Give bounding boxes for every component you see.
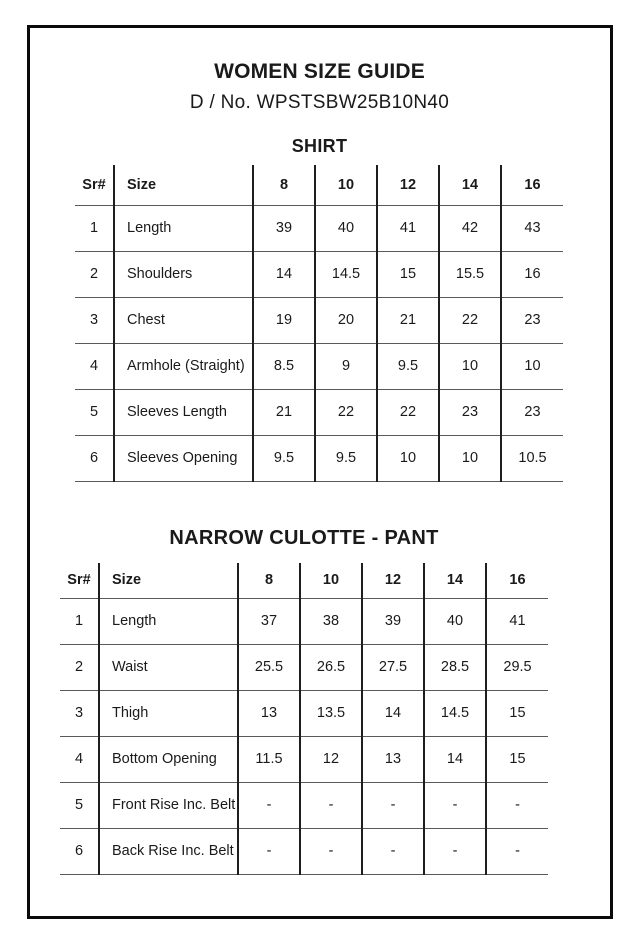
- section-title-pant: NARROW CULOTTE - PANT: [169, 527, 439, 549]
- measurement-value-cell: 26.5: [300, 644, 362, 690]
- row-number-cell: 5: [60, 782, 99, 828]
- column-header: 10: [300, 563, 362, 598]
- page-title: WOMEN SIZE GUIDE: [214, 60, 425, 83]
- measurement-value-cell: 10.5: [501, 435, 563, 481]
- measurement-name-cell: Waist: [99, 644, 238, 690]
- measurement-value-cell: -: [300, 828, 362, 874]
- design-number: D / No. WPSTSBW25B10N40: [189, 92, 450, 113]
- measurement-value-cell: 16: [501, 251, 563, 297]
- measurement-value-cell: 39: [362, 598, 424, 644]
- table-row: [75, 205, 563, 251]
- row-number-cell: 1: [60, 598, 99, 644]
- measurement-value-cell: 14: [253, 251, 315, 297]
- measurement-value-cell: 23: [501, 389, 563, 435]
- measurement-value-cell: 27.5: [362, 644, 424, 690]
- measurement-value-cell: 9.5: [377, 343, 439, 389]
- section-title-shirt: SHIRT: [291, 136, 348, 156]
- header-row: [60, 563, 548, 598]
- row-number-cell: 3: [60, 690, 99, 736]
- measurement-value-cell: 22: [315, 389, 377, 435]
- measurement-value-cell: -: [362, 782, 424, 828]
- table-row: [60, 736, 548, 782]
- measurement-value-cell: 42: [439, 205, 501, 251]
- measurement-value-cell: 19: [253, 297, 315, 343]
- column-header: 8: [253, 165, 315, 205]
- header-row: [75, 165, 563, 205]
- measurement-value-cell: -: [300, 782, 362, 828]
- measurement-value-cell: -: [424, 828, 486, 874]
- table-row: [60, 690, 548, 736]
- measurement-value-cell: 39: [253, 205, 315, 251]
- column-header: Sr#: [60, 563, 99, 598]
- measurement-value-cell: 13: [238, 690, 300, 736]
- measurement-value-cell: 10: [501, 343, 563, 389]
- table-row: [60, 598, 548, 644]
- row-number-cell: 2: [75, 251, 114, 297]
- measurement-value-cell: 28.5: [424, 644, 486, 690]
- measurement-value-cell: 15: [377, 251, 439, 297]
- measurement-value-cell: 14.5: [424, 690, 486, 736]
- table-row: [60, 644, 548, 690]
- measurement-value-cell: 21: [253, 389, 315, 435]
- column-header: 16: [486, 563, 548, 598]
- row-number-cell: 5: [75, 389, 114, 435]
- table-row: [75, 251, 563, 297]
- row-number-cell: 2: [60, 644, 99, 690]
- measurement-value-cell: -: [486, 828, 548, 874]
- measurement-name-cell: Length: [114, 205, 253, 251]
- measurement-value-cell: 22: [377, 389, 439, 435]
- column-header: 12: [362, 563, 424, 598]
- measurement-value-cell: 21: [377, 297, 439, 343]
- table-row: [60, 782, 548, 828]
- measurement-value-cell: 20: [315, 297, 377, 343]
- column-header: 16: [501, 165, 563, 205]
- measurement-value-cell: 14.5: [315, 251, 377, 297]
- measurement-value-cell: 13: [362, 736, 424, 782]
- measurement-name-cell: Armhole (Straight): [114, 343, 253, 389]
- measurement-value-cell: 43: [501, 205, 563, 251]
- measurement-value-cell: 9.5: [315, 435, 377, 481]
- measurement-value-cell: 23: [501, 297, 563, 343]
- measurement-value-cell: 40: [315, 205, 377, 251]
- measurement-value-cell: 37: [238, 598, 300, 644]
- measurement-name-cell: Sleeves Length: [114, 389, 253, 435]
- measurement-value-cell: 9: [315, 343, 377, 389]
- measurement-value-cell: 38: [300, 598, 362, 644]
- measurement-name-cell: Thigh: [99, 690, 238, 736]
- measurement-value-cell: -: [424, 782, 486, 828]
- measurement-value-cell: -: [486, 782, 548, 828]
- measurement-value-cell: 41: [486, 598, 548, 644]
- row-number-cell: 3: [75, 297, 114, 343]
- column-header: 14: [439, 165, 501, 205]
- measurement-value-cell: 10: [439, 435, 501, 481]
- column-header: 12: [377, 165, 439, 205]
- measurement-value-cell: 10: [439, 343, 501, 389]
- column-header: Size: [99, 563, 238, 598]
- column-header: Size: [114, 165, 253, 205]
- measurement-value-cell: 40: [424, 598, 486, 644]
- column-header: 14: [424, 563, 486, 598]
- column-header: 8: [238, 563, 300, 598]
- measurement-value-cell: 29.5: [486, 644, 548, 690]
- row-number-cell: 6: [75, 435, 114, 481]
- row-number-cell: 4: [60, 736, 99, 782]
- measurement-value-cell: 14: [362, 690, 424, 736]
- measurement-value-cell: 22: [439, 297, 501, 343]
- pant-size-table: [60, 563, 548, 875]
- measurement-name-cell: Sleeves Opening: [114, 435, 253, 481]
- table-row: [75, 435, 563, 481]
- row-number-cell: 1: [75, 205, 114, 251]
- measurement-value-cell: -: [238, 782, 300, 828]
- table-row: [75, 297, 563, 343]
- table-row: [75, 389, 563, 435]
- row-number-cell: 6: [60, 828, 99, 874]
- measurement-name-cell: Shoulders: [114, 251, 253, 297]
- measurement-value-cell: 23: [439, 389, 501, 435]
- column-header: Sr#: [75, 165, 114, 205]
- measurement-value-cell: 25.5: [238, 644, 300, 690]
- measurement-value-cell: 15: [486, 690, 548, 736]
- measurement-name-cell: Back Rise Inc. Belt: [99, 828, 238, 874]
- measurement-value-cell: 10: [377, 435, 439, 481]
- measurement-value-cell: 15: [486, 736, 548, 782]
- measurement-value-cell: 11.5: [238, 736, 300, 782]
- measurement-value-cell: 15.5: [439, 251, 501, 297]
- measurement-name-cell: Bottom Opening: [99, 736, 238, 782]
- shirt-size-table: [75, 165, 563, 482]
- measurement-value-cell: 41: [377, 205, 439, 251]
- measurement-value-cell: -: [362, 828, 424, 874]
- measurement-value-cell: 13.5: [300, 690, 362, 736]
- measurement-value-cell: -: [238, 828, 300, 874]
- measurement-name-cell: Front Rise Inc. Belt: [99, 782, 238, 828]
- measurement-value-cell: 9.5: [253, 435, 315, 481]
- row-number-cell: 4: [75, 343, 114, 389]
- measurement-name-cell: Chest: [114, 297, 253, 343]
- measurement-value-cell: 14: [424, 736, 486, 782]
- measurement-name-cell: Length: [99, 598, 238, 644]
- table-row: [60, 828, 548, 874]
- table-row: [75, 343, 563, 389]
- column-header: 10: [315, 165, 377, 205]
- measurement-value-cell: 8.5: [253, 343, 315, 389]
- measurement-value-cell: 12: [300, 736, 362, 782]
